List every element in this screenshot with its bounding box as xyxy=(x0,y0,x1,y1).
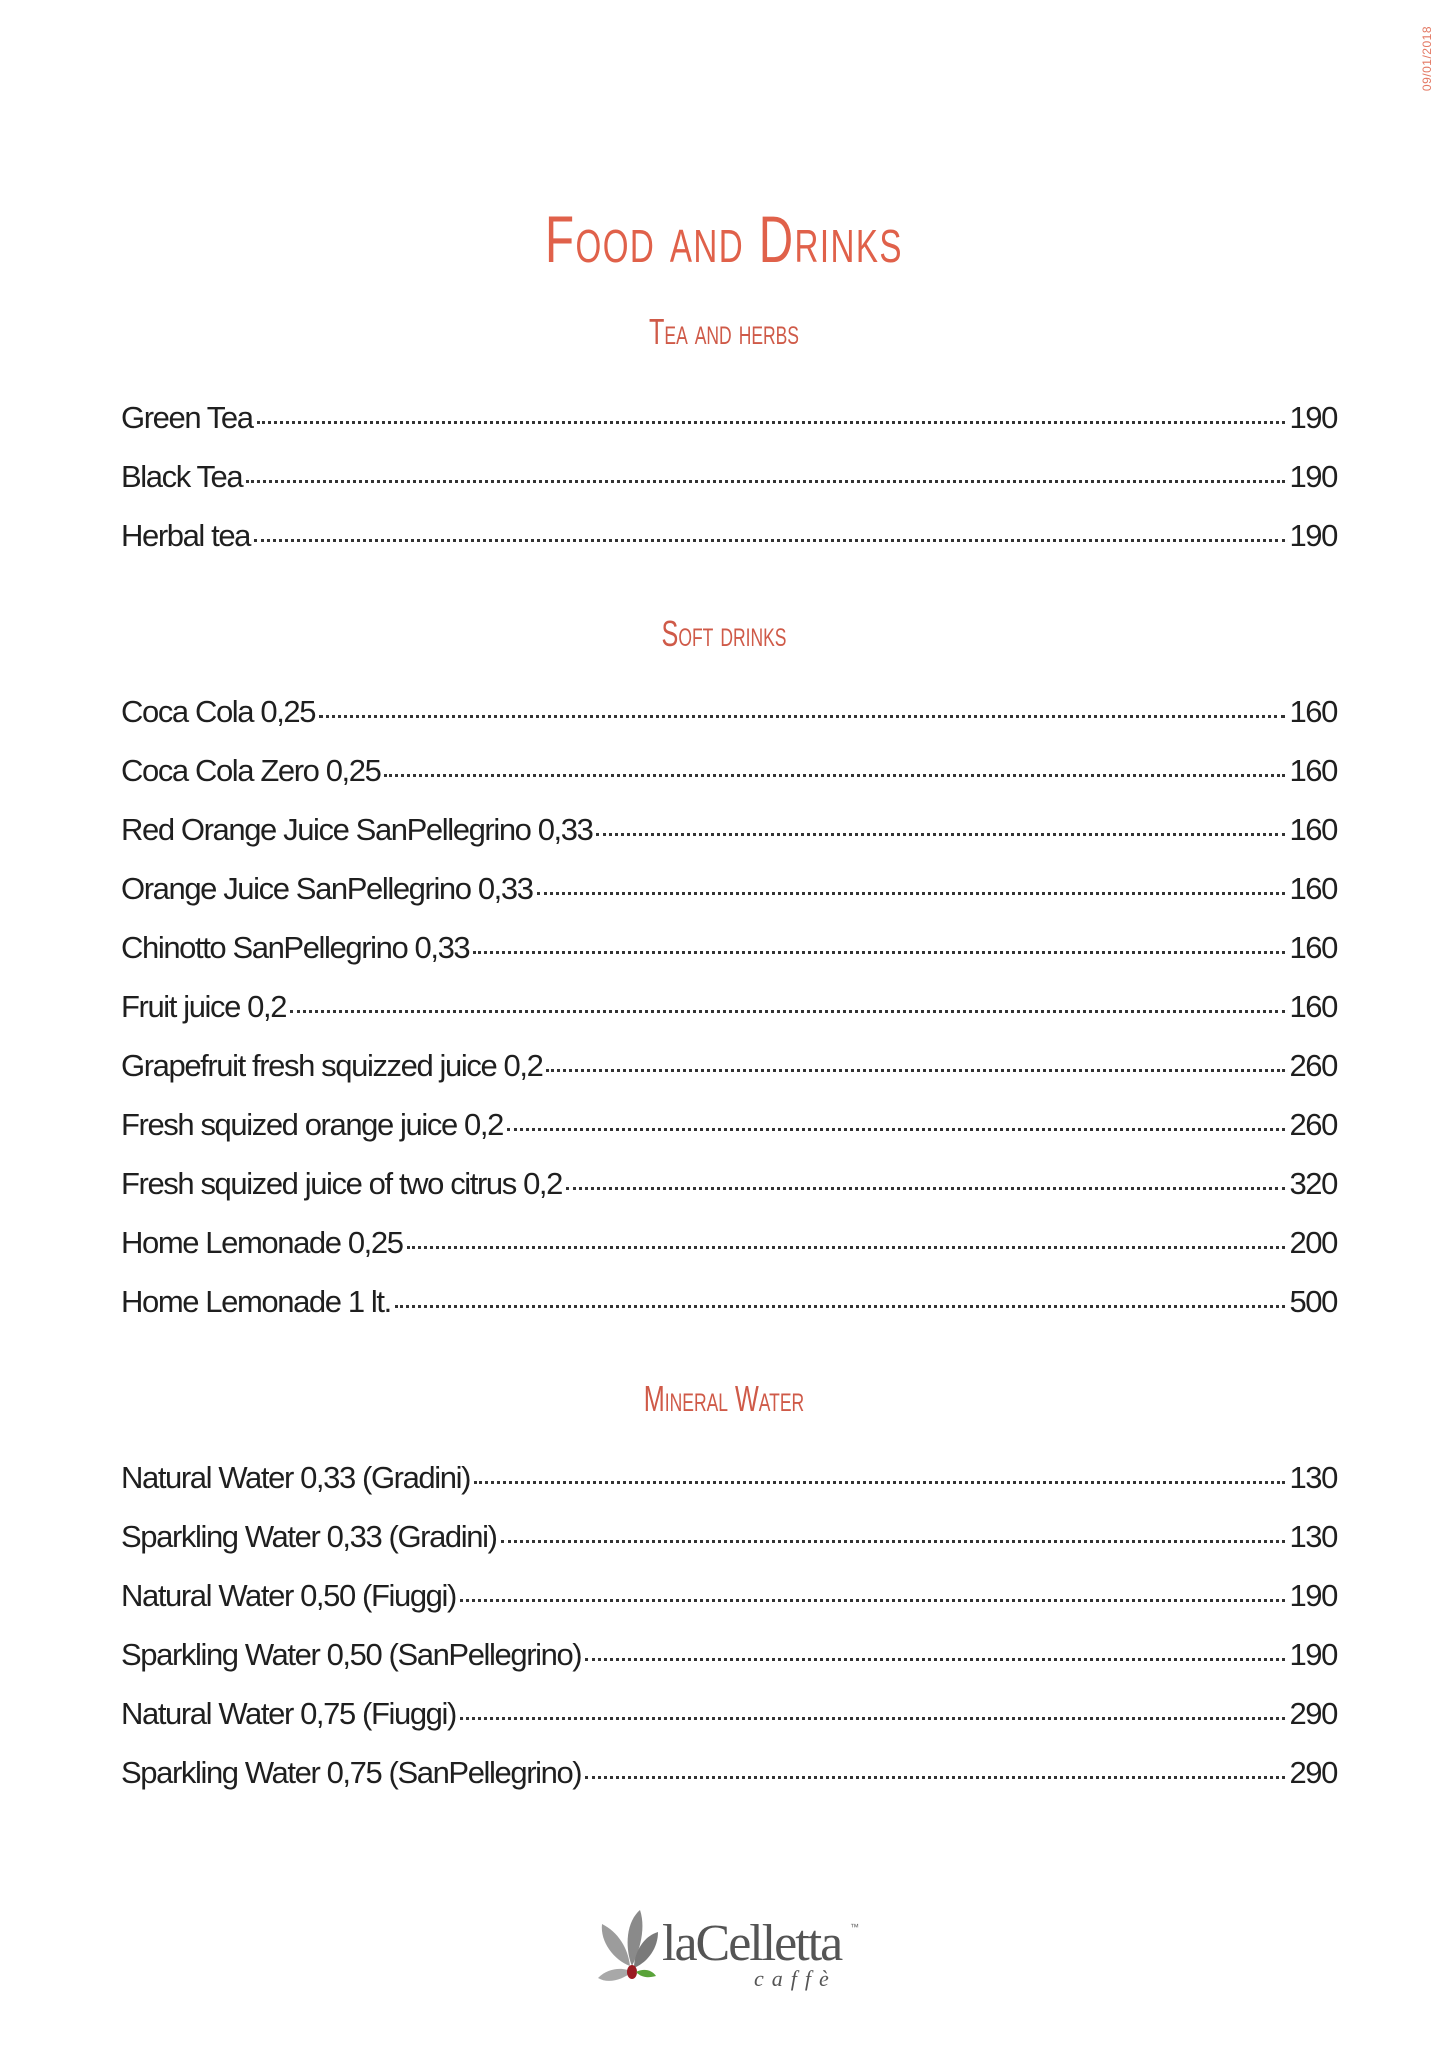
item-price: 320 xyxy=(1289,1166,1337,1201)
la-celletta-logo xyxy=(596,1906,866,1996)
soft-drinks-list xyxy=(121,694,1337,1343)
item-name: Fresh squized orange juice 0,2 xyxy=(121,1107,503,1142)
dot-leader xyxy=(384,774,1285,777)
dot-leader xyxy=(254,539,1285,542)
item-price: 290 xyxy=(1289,1755,1337,1790)
item-price: 160 xyxy=(1289,812,1337,847)
item-price: 190 xyxy=(1289,518,1337,553)
item-name: Orange Juice SanPellegrino 0,33 xyxy=(121,871,533,906)
dot-leader xyxy=(395,1305,1286,1308)
item-price: 290 xyxy=(1289,1696,1337,1731)
item-name: Grapefruit fresh squizzed juice 0,2 xyxy=(121,1048,543,1083)
item-name: Herbal tea xyxy=(121,518,251,553)
dot-leader xyxy=(460,1599,1286,1602)
logo-wordmark: laCelletta xyxy=(662,1915,842,1972)
section-heading-soft-drinks: Soft drinks xyxy=(661,613,787,654)
dot-leader xyxy=(319,715,1285,718)
menu-item xyxy=(121,1166,1337,1225)
menu-item xyxy=(121,1284,1337,1343)
menu-item xyxy=(121,871,1337,930)
item-name: Sparkling Water 0,75 (SanPellegrino) xyxy=(121,1755,582,1790)
dot-leader xyxy=(474,1481,1285,1484)
item-price: 200 xyxy=(1289,1225,1337,1260)
item-price: 500 xyxy=(1289,1284,1337,1319)
print-date: 09/01/2018 xyxy=(1420,26,1434,92)
menu-item xyxy=(121,518,1337,577)
menu-item xyxy=(121,989,1337,1048)
menu-item xyxy=(121,812,1337,871)
item-price: 160 xyxy=(1289,930,1337,965)
item-name: Coca Cola Zero 0,25 xyxy=(121,753,381,788)
dot-leader xyxy=(585,1776,1285,1779)
item-name: Fresh squized juice of two citrus 0,2 xyxy=(121,1166,562,1201)
item-price: 160 xyxy=(1289,871,1337,906)
item-name: Home Lemonade 0,25 xyxy=(121,1225,403,1260)
item-price: 160 xyxy=(1289,694,1337,729)
item-name: Natural Water 0,50 (Fiuggi) xyxy=(121,1578,456,1613)
leaf-logo-icon xyxy=(596,1906,662,1996)
menu-item xyxy=(121,459,1337,518)
item-name: Green Tea xyxy=(121,400,253,435)
item-name: Sparkling Water 0,33 (Gradini) xyxy=(121,1519,497,1554)
item-name: Coca Cola 0,25 xyxy=(121,694,316,729)
dot-leader xyxy=(507,1128,1286,1131)
item-name: Chinotto SanPellegrino 0,33 xyxy=(121,930,470,965)
item-name: Red Orange Juice SanPellegrino 0,33 xyxy=(121,812,593,847)
item-name: Natural Water 0,33 (Gradini) xyxy=(121,1460,471,1495)
item-price: 190 xyxy=(1289,1578,1337,1613)
item-price: 260 xyxy=(1289,1107,1337,1142)
dot-leader xyxy=(460,1717,1286,1720)
menu-item xyxy=(121,1225,1337,1284)
dot-leader xyxy=(596,833,1285,836)
menu-item xyxy=(121,1696,1337,1755)
item-name: Black Tea xyxy=(121,459,243,494)
page-title: Food and Drinks xyxy=(545,202,903,276)
menu-item xyxy=(121,1637,1337,1696)
item-price: 160 xyxy=(1289,989,1337,1024)
section-heading-mineral-water: Mineral Water xyxy=(643,1378,805,1419)
dot-leader xyxy=(407,1246,1286,1249)
dot-leader xyxy=(501,1540,1286,1543)
item-name: Natural Water 0,75 (Fiuggi) xyxy=(121,1696,456,1731)
trademark-mark: ™ xyxy=(850,1922,859,1932)
menu-item xyxy=(121,1755,1337,1814)
menu-item xyxy=(121,1578,1337,1637)
menu-item xyxy=(121,694,1337,753)
dot-leader xyxy=(257,421,1286,424)
menu-item xyxy=(121,1048,1337,1107)
dot-leader xyxy=(585,1658,1285,1661)
logo-subtitle: caffè xyxy=(754,1966,837,1991)
tea-list xyxy=(121,400,1337,577)
menu-item xyxy=(121,1460,1337,1519)
item-name: Home Lemonade 1 lt. xyxy=(121,1284,391,1319)
mineral-water-list xyxy=(121,1460,1337,1814)
item-price: 260 xyxy=(1289,1048,1337,1083)
menu-item xyxy=(121,1107,1337,1166)
menu-item xyxy=(121,400,1337,459)
item-name: Sparkling Water 0,50 (SanPellegrino) xyxy=(121,1637,582,1672)
dot-leader xyxy=(246,480,1285,483)
item-price: 190 xyxy=(1289,459,1337,494)
menu-item xyxy=(121,753,1337,812)
item-price: 130 xyxy=(1289,1519,1337,1554)
item-name: Fruit juice 0,2 xyxy=(121,989,287,1024)
item-price: 130 xyxy=(1289,1460,1337,1495)
menu-item xyxy=(121,930,1337,989)
dot-leader xyxy=(546,1069,1285,1072)
dot-leader xyxy=(290,1010,1285,1013)
dot-leader xyxy=(473,951,1285,954)
item-price: 160 xyxy=(1289,753,1337,788)
dot-leader xyxy=(537,892,1286,895)
section-heading-tea: Tea and herbs xyxy=(649,311,799,352)
menu-item xyxy=(121,1519,1337,1578)
dot-leader xyxy=(566,1187,1285,1190)
item-price: 190 xyxy=(1289,400,1337,435)
item-price: 190 xyxy=(1289,1637,1337,1672)
